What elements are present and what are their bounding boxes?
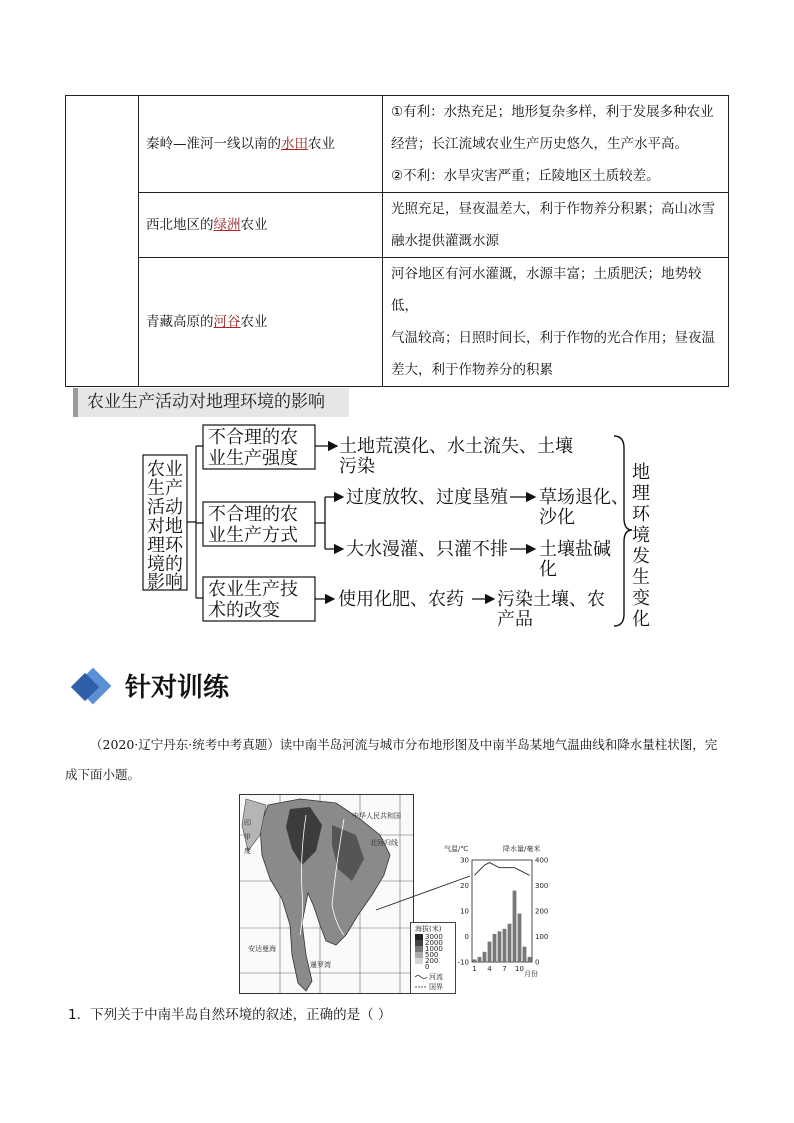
temperature-line (475, 863, 530, 876)
region-text: 青藏高原的 (146, 314, 214, 330)
condition-line: 经营；长江流域农业生产历史悠久，生产水平高。 (391, 136, 688, 152)
precip-bar (493, 934, 497, 962)
legend-level: 0 (425, 963, 430, 971)
climate-chart (440, 842, 560, 982)
precip-tick-label: 100 (535, 933, 549, 941)
tech-text: 使用化肥、农药 (338, 589, 464, 610)
root-line: 理环 (147, 535, 183, 556)
precip-bar (498, 931, 502, 962)
condition-line: 光照充足，昼夜温差大，利于作物养分积累；高山冰雪 (391, 201, 715, 217)
root-line: 农业 (147, 459, 183, 480)
map-label: 度 (244, 847, 251, 855)
precip-bar (528, 957, 532, 962)
condition-line: 河谷地区有河水灌溉，水源丰富；土质肥沃；地势较低， (391, 266, 702, 314)
question-intro: （2020·辽宁丹东·统考中考真题）读中南半岛河流与城市分布地形图及中南半岛某地气温曲线和降水量柱状图，完成下面小题。 (65, 737, 718, 782)
root-line: 对地 (147, 516, 183, 537)
precip-bar (518, 914, 522, 962)
cause-line: 术的改变 (208, 600, 280, 621)
effect-line: 土地荒漠化、水土流失、土壤 (339, 436, 573, 457)
precip-tick-label: 300 (535, 882, 549, 890)
map-label: 北回归线 (370, 839, 398, 847)
month-unit-label: 月份 (524, 970, 538, 978)
map-label: 甲 (244, 833, 251, 841)
root-bracket (187, 446, 203, 598)
method-text: 过度放牧、过度垦殖 (346, 487, 508, 508)
legend-level: 500 (425, 951, 439, 959)
root-line: 境的 (147, 554, 183, 575)
precip-bar (508, 924, 512, 962)
question-1: 1．下列关于中南半岛自然环境的叙述，正确的是（ ） (68, 1007, 392, 1023)
condition-line: ①有利：水热充足；地形复杂多样，利于发展多种农业 (391, 104, 714, 120)
map-label: 中华人民共和国 (352, 812, 401, 820)
root-label (147, 459, 184, 593)
region-text: 农业 (240, 314, 268, 330)
temp-tick-label: 0 (464, 933, 469, 941)
precip-tick-label: 0 (535, 958, 540, 967)
month-tick-label: 1 (472, 965, 477, 973)
outcome-char: 环 (632, 504, 650, 525)
cause-line: 业生产方式 (208, 525, 298, 546)
outcome-char: 发 (632, 546, 650, 567)
temp-tick-label: 10 (460, 907, 469, 916)
precip-bar (478, 957, 482, 962)
temp-axis-label: 气温/℃ (444, 845, 469, 853)
outcome-char: 理 (632, 483, 650, 504)
region-highlight: 水田 (281, 136, 308, 152)
precip-bar (523, 947, 527, 962)
month-tick-label: 10 (515, 965, 524, 973)
condition-line: ②不利：水旱灾害严重；丘陵地区土质较差。 (391, 168, 660, 184)
result-line: 化 (539, 559, 557, 580)
result-line: 草场退化、 (539, 487, 629, 508)
root-line: 生产 (147, 478, 183, 499)
legend-level: 2000 (425, 939, 443, 947)
temp-tick-label: 20 (460, 882, 469, 890)
precip-bar (513, 891, 517, 962)
branch-line (315, 497, 325, 549)
map-label: 印 (244, 819, 251, 827)
cause-line: 农业生产技 (208, 579, 298, 600)
map-label: 安达曼海 (248, 945, 276, 953)
condition-line: 气温较高；日照时间长，利于作物的光合作用；昼夜温 (391, 330, 715, 346)
temp-tick-label: -10 (457, 958, 469, 967)
legend-border: 国界 (429, 983, 443, 991)
outcome-char: 境 (632, 525, 650, 546)
method-text: 大水漫灌、只灌不排 (346, 539, 508, 560)
region-highlight: 绿洲 (213, 217, 241, 233)
outcome-char: 化 (632, 609, 650, 630)
legend-level: 3000 (425, 933, 443, 941)
legend-title: 海拔(米) (415, 925, 442, 933)
legend-river: 河流 (429, 973, 443, 981)
month-tick-label: 7 (502, 965, 507, 973)
root-line: 影响 (147, 572, 183, 593)
legend-level: 1000 (425, 945, 443, 953)
effect-line: 污染 (339, 456, 375, 477)
region-text: 农业 (308, 136, 335, 152)
precip-bar (488, 942, 492, 962)
cause-line: 不合理的农 (208, 504, 298, 525)
cause-line: 不合理的农 (208, 427, 298, 448)
legend-level: 200 (425, 957, 439, 965)
result-line: 土壤盐碱 (539, 539, 611, 560)
outcome-char: 地 (632, 462, 650, 483)
month-tick-label: 4 (487, 965, 492, 973)
region-text: 秦岭—淮河一线以南的 (146, 136, 281, 152)
precip-tick-label: 400 (535, 856, 549, 865)
region-text: 农业 (240, 217, 268, 233)
precip-bar (483, 952, 487, 962)
result-line: 污染土壤、农 (497, 589, 605, 610)
outcome-brace (614, 436, 632, 626)
precip-axis-label: 降水量/毫米 (503, 845, 541, 853)
outcome-char: 生 (632, 567, 650, 588)
region-highlight: 河谷 (213, 314, 241, 330)
section-heading: 农业生产活动对地理环境的影响 (73, 388, 349, 417)
result-line: 产品 (497, 609, 533, 630)
training-title: 针对训练 (125, 673, 230, 703)
cause-line: 业生产强度 (208, 448, 298, 469)
result-line: 沙化 (539, 507, 575, 528)
precip-bar (473, 959, 477, 962)
outcome-char: 变 (632, 588, 650, 609)
region-text: 西北地区的 (146, 217, 214, 233)
precip-tick-label: 200 (535, 907, 549, 916)
precip-bar (503, 929, 507, 962)
root-line: 活动 (147, 497, 183, 518)
map-label: 暹罗湾 (310, 961, 331, 969)
condition-line: 差大，利于作物养分的积累 (391, 362, 553, 378)
condition-line: 融水提供灌溉水源 (391, 233, 499, 249)
temp-tick-label: 30 (460, 856, 469, 865)
